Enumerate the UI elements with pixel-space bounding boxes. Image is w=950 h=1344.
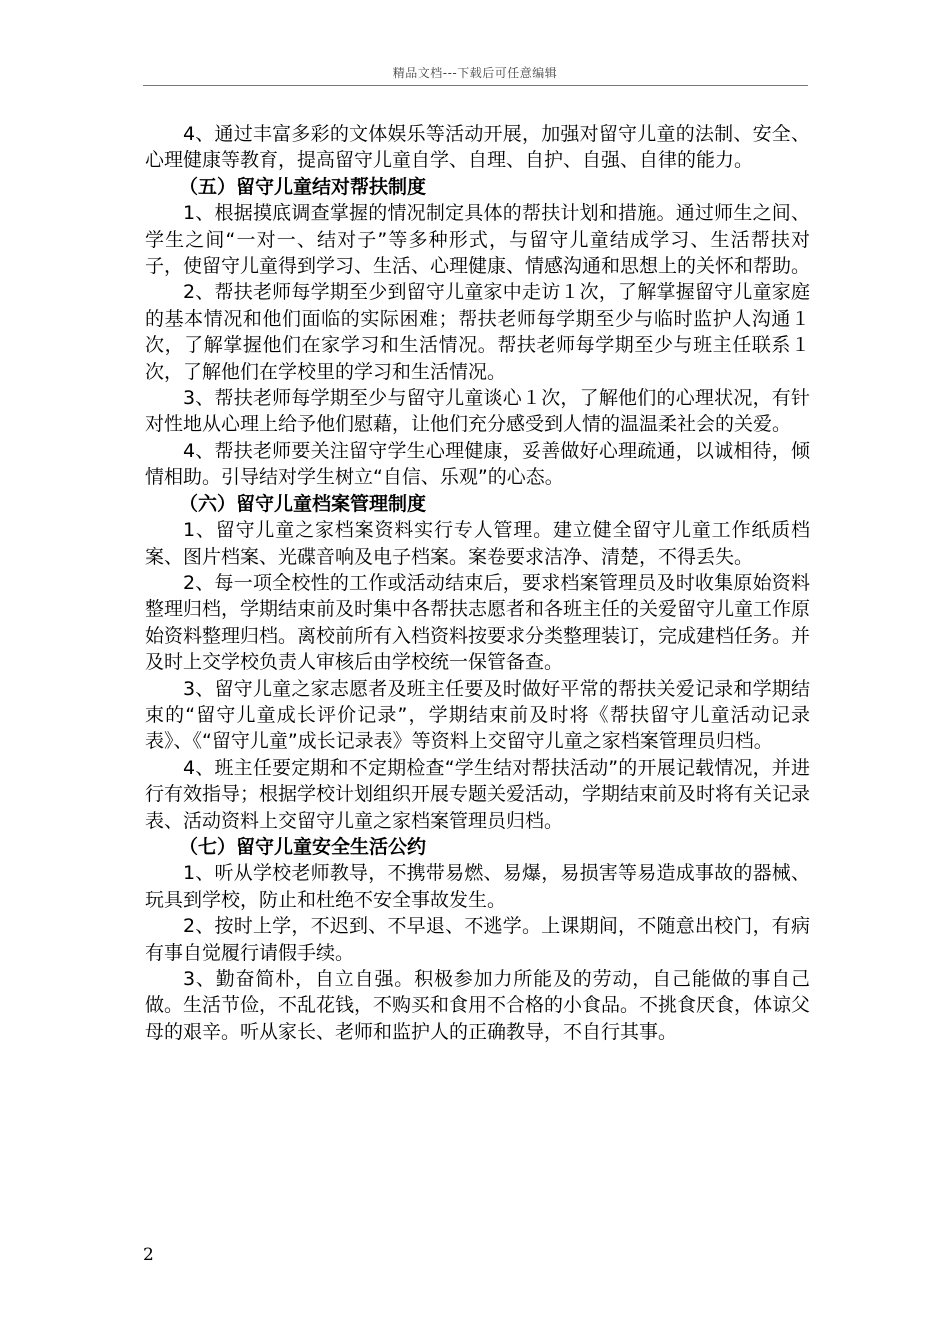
section-heading: （七）留守儿童安全生活公约 [179,835,427,858]
paragraph: 2、每一项全校性的工作或活动结束后，要求档案管理员及时收集原始资料整理归档，学期结束前及时集中各帮扶志愿者和各班主任的关爱留守儿童工作原始资料整理归档。离校前所有入档资料按要求分类整理装订，完成建档任务。并及时上交学校负责人审核后由学校统一保管备查。 [145,571,811,674]
page-number: 2 [143,1245,154,1265]
paragraph: 3、留守儿童之家志愿者及班主任要及时做好平常的帮扶关爱记录和学期结束的“留守儿童成长评价记录”，学期结束前及时将《帮扶留守儿童活动记录表》、《“留守儿童”成长记录表》等资料上交留守儿童之家档案管理员归档。 [145,677,810,753]
page-header: 精品文档---下载后可任意编辑 [392,66,558,80]
paragraph: 3、勤奋简朴，自立自强。积极参加力所能及的劳动，自己能做的事自己做。生活节俭，不乱花钱，不购买和食用不合格的小食品。不挑食厌食，体谅父母的艰辛。听从家长、老师和监护人的正确教导，不自行其事。 [145,968,811,1043]
paragraph: 3、帮扶老师每学期至少与留守儿童谈心１次，了解他们的心理状况，有针对性地从心理上给予他们慰藉，让他们充分感受到人情的温温柔社会的关爱。 [145,387,810,436]
paragraph: 2、帮扶老师每学期至少到留守儿童家中走访１次，了解掌握留守儿童家庭的基本情况和他们面临的实际困难；帮扶老师每学期至少与临时监护人沟通１次，了解掌握他们在家学习和生活情况。帮扶老师每学期至少与班主任联系１次，了解他们在学校里的学习和生活情况。 [145,281,810,383]
section-heading: （六）留守儿童档案管理制度 [179,492,427,515]
paragraph: 4、帮扶老师要关注留守学生心理健康，妥善做好心理疏通，以诚相待，倾情相助。引导结对学生树立“自信、乐观”的心态。 [145,439,810,489]
paragraph: 4、班主任要定期和不定期检查“学生结对帮扶活动”的开展记载情况，并进行有效指导；根据学校计划组织开展专题关爱活动，学期结束前及时将有关记录表、活动资料上交留守儿童之家档案管理员归档。 [145,756,811,832]
header-rule [143,85,808,86]
document-body [145,121,810,1045]
paragraph: 4、通过丰富多彩的文体娱乐等活动开展，加强对留守儿童的法制、安全、心理健康等教育，提高留守儿童自学、自理、自护、自强、自律的能力。 [145,123,810,172]
paragraph: 2、按时上学，不迟到、不早退、不逃学。上课期间，不随意出校门，有病有事自觉履行请假手续。 [145,915,810,964]
section-heading: （五）留守儿童结对帮扶制度 [179,175,427,198]
paragraph: 1、留守儿童之家档案资料实行专人管理。建立健全留守儿童工作纸质档案、图片档案、光碟音响及电子档案。案卷要求洁净、清楚，不得丢失。 [145,519,810,568]
paragraph: 1、听从学校老师教导，不携带易燃、易爆，易损害等易造成事故的器械、玩具到学校，防止和杜绝不安全事故发生。 [145,862,810,911]
paragraph: 1、根据摸底调查掌握的情况制定具体的帮扶计划和措施。通过师生之间、学生之间“一对一、结对子”等多种形式，与留守儿童结成学习、生活帮扶对子，使留守儿童得到学习、生活、心理健康、情感沟通和思想上的关怀和帮助。 [145,202,811,278]
